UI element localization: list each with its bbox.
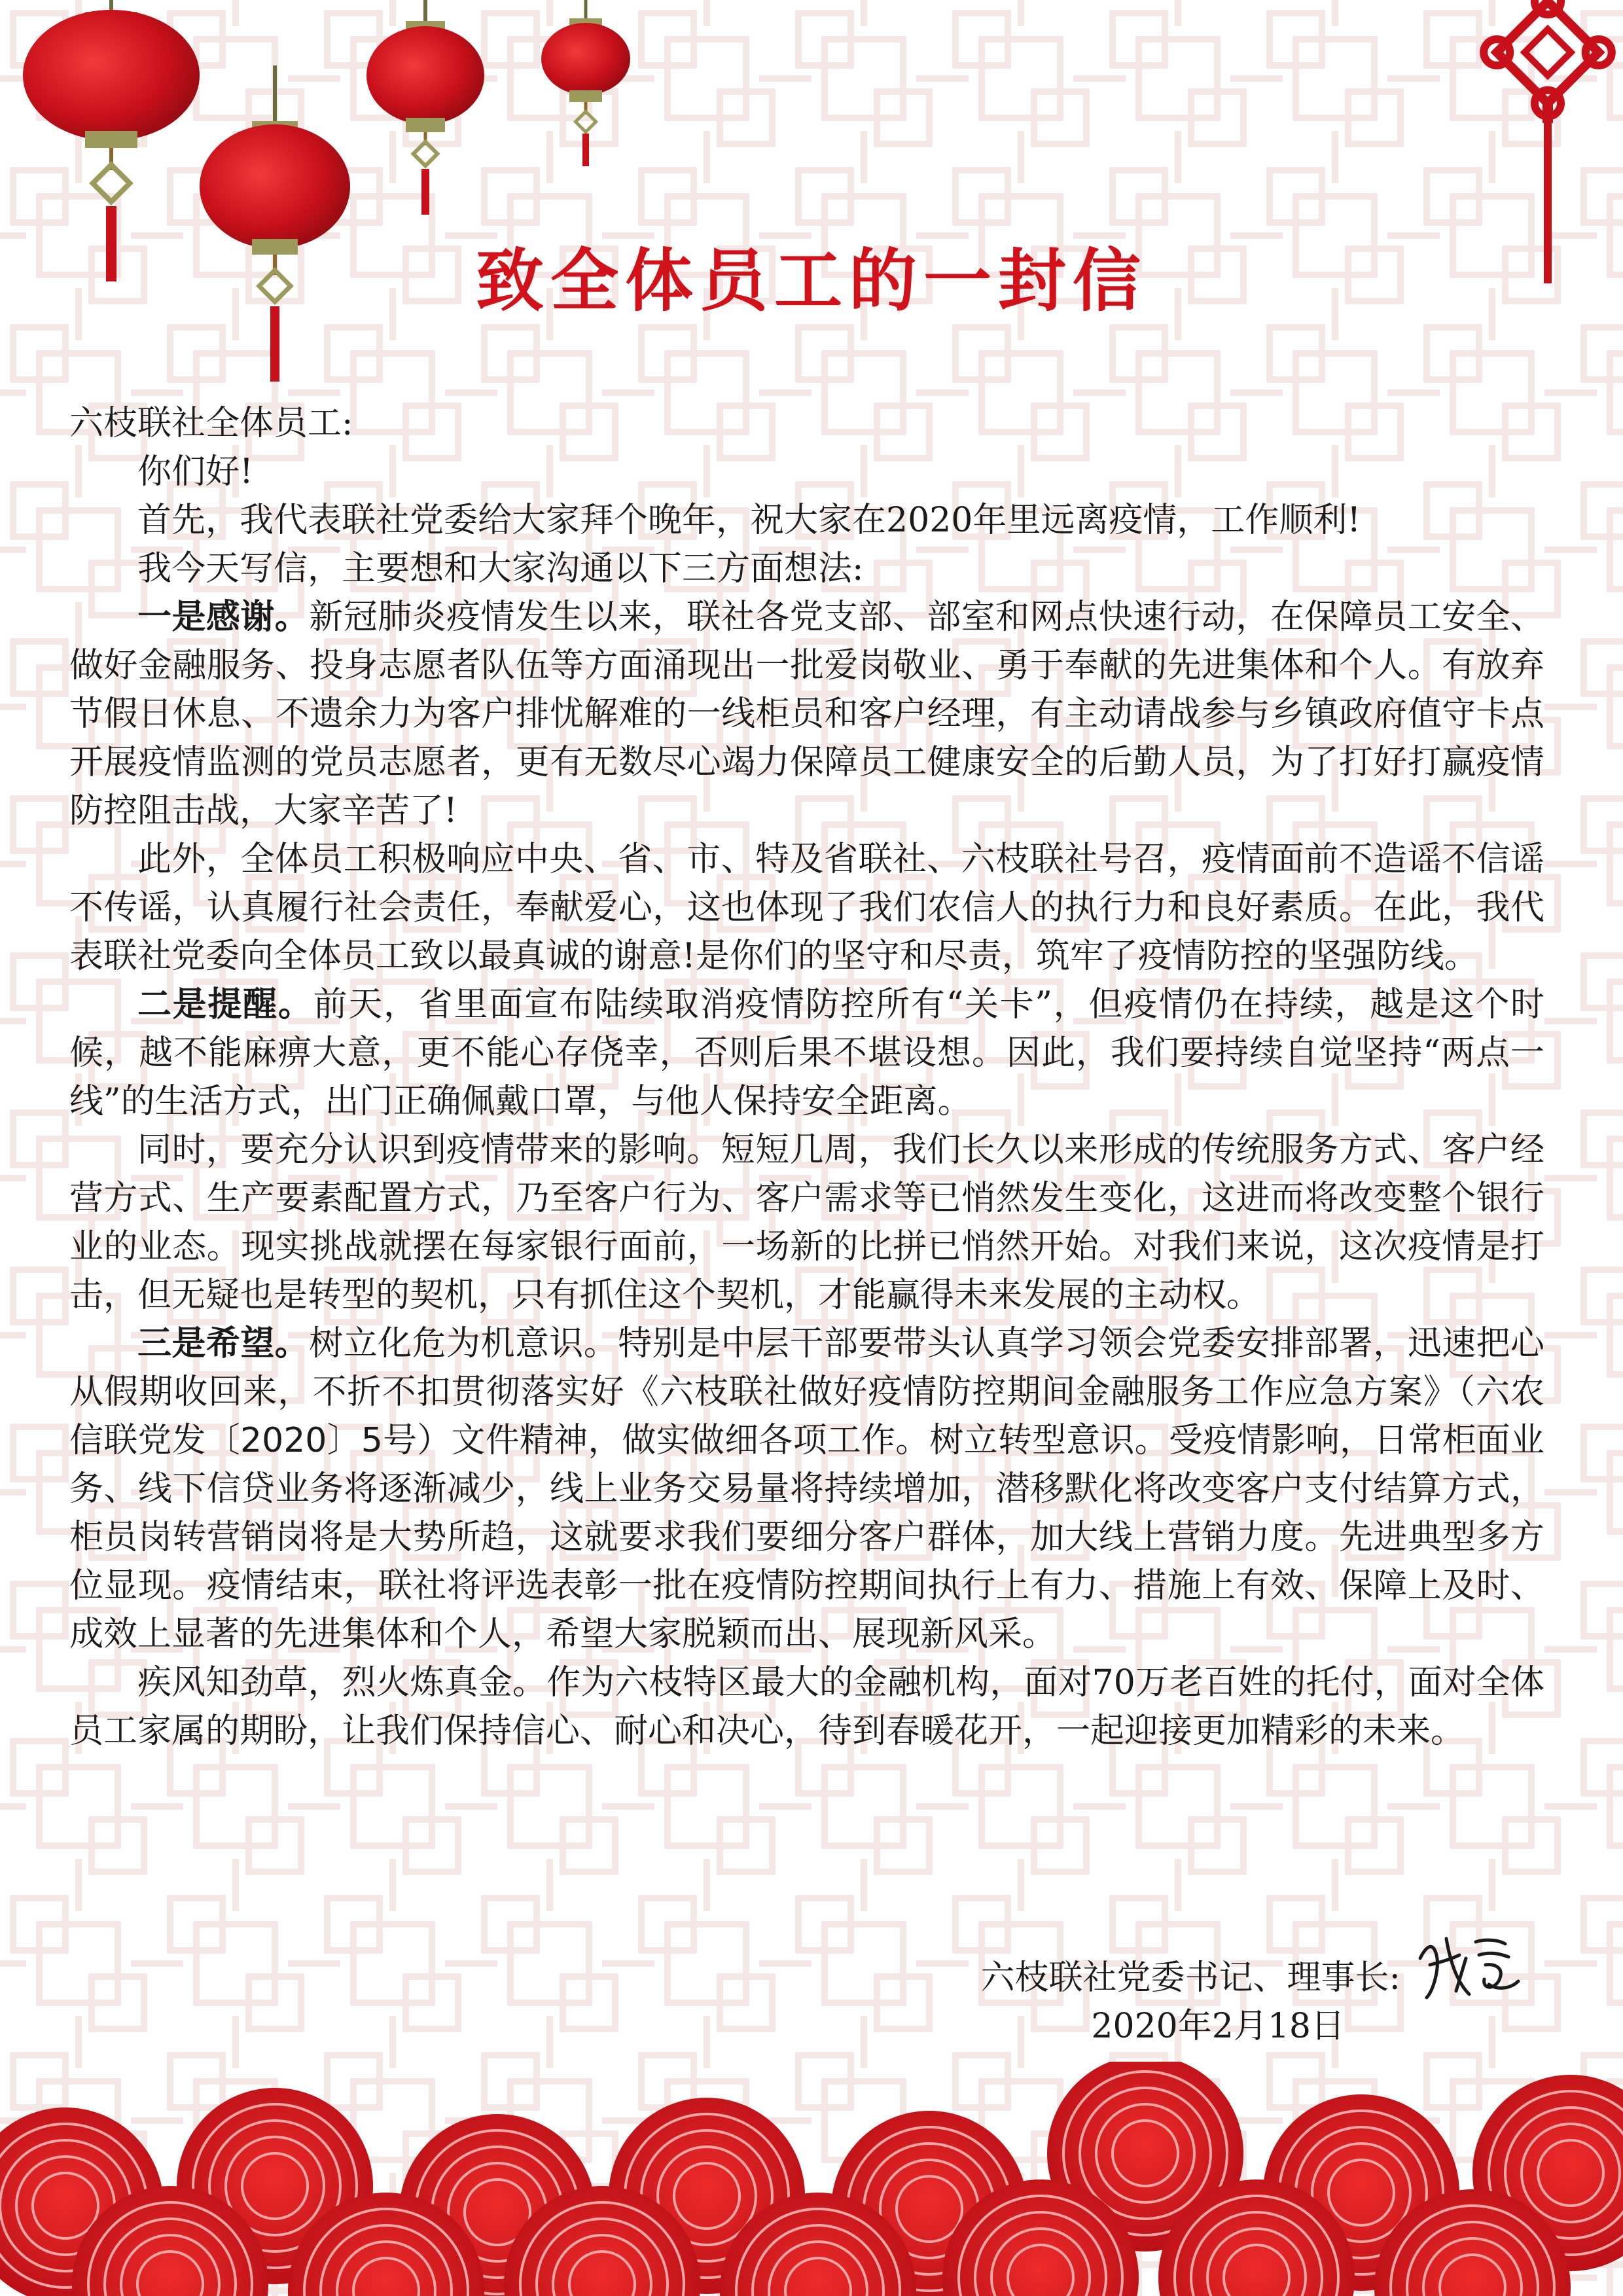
- salutation: 六枝联社全体员工:: [69, 404, 353, 443]
- section-hope-emphasis-1: 不折不扣贯彻落实好《六枝联社做好疫情防控期间金融服务工作应急方案》（六农信联党发〔2020〕5号）文件精神，做实做细各项工作。树立转型意识。: [69, 1372, 1544, 1460]
- section-hope-heading: 三是希望。: [137, 1324, 310, 1363]
- bottom-wave-decoration: [0, 2062, 1623, 2296]
- section-hope: [69, 1319, 1544, 1659]
- intro-paragraph: 首先，我代表联社党委给大家拜个晚年，祝大家在2020年里远离疫情，工作顺利!: [137, 501, 1361, 540]
- closing-paragraph: 疾风知劲草，烈火炼真金。作为六枝特区最大的金融机构，面对70万老百姓的托付，面对全体员工家属的期盼，让我们保持信心、耐心和决心，待到春暖花开，一起迎接更加精彩的未来。: [69, 1663, 1544, 1751]
- section-hope-part-1: 树立化危为机意识。特别是中层干部要带头认真学习领会党委安排部署，迅速把心从假期收回来，: [69, 1324, 1544, 1412]
- section-reminder-emphasis: 对我们来说，这次疫情是打击，但无疑也是转型的契机，只有抓住这个契机，才能赢得未来发展的主动权。: [69, 1227, 1544, 1315]
- section-reminder-paragraph-2: [69, 1126, 1544, 1319]
- signature-title: 六枝联社党委书记、理事长:: [980, 1958, 1400, 1998]
- section-thanks-paragraph-2: 此外，全体员工积极响应中央、省、市、特及省联社、六枝联社号召，疫情面前不造谣不信谣不传谣，认真履行社会责任，奉献爱心，这也体现了我们农信人的执行力和良好素质。在此，我代表联社党委向全体员工致以最真诚的谢意!是你们的坚守和尽责，筑牢了疫情防控的坚强防线。: [69, 840, 1544, 976]
- section-reminder-plain: 同时，要充分认识到疫情带来的影响。短短几周，我们长久以来形成的传统服务方式、客户经营方式、生产要素配置方式，乃至客户行为、客户需求等已悄然发生变化，这进而将改变整个银行业的业态。现实挑战就摆在每家银行面前，一场新的比拼已悄然开始。: [69, 1130, 1544, 1266]
- lantern-icon: [541, 0, 630, 166]
- section-thanks-body: 新冠肺炎疫情发生以来，联社各党支部、部室和网点快速行动，在保障员工安全、做好金融服务、投身志愿者队伍等方面涌现出一批爱岗敬业、勇于奉献的先进集体和个人。有放弃节假日休息、不遗余力为客户排忧解难的一线柜员和客户经理，有主动请战参与乡镇政府值守卡点开展疫情监测的党员志愿者，更有无数尽心竭力保障员工健康安全的后勤人员，为了打好打赢疫情防控阻击战，大家辛苦了!: [69, 598, 1544, 831]
- signature-block: [851, 1954, 1525, 2051]
- section-reminder-heading: 二是提醒。: [137, 985, 313, 1024]
- greeting: 你们好!: [137, 452, 253, 492]
- section-reminder: [69, 980, 1544, 1126]
- section-thanks-heading: 一是感谢。: [137, 598, 310, 637]
- letter-title: 致全体员工的一封信: [475, 241, 1147, 321]
- section-hope-part-3: 疫情结束，联社将评选表彰一批在疫情防控期间执行上有力、措施上有效、保障上及时、成效上显著的先进集体和个人，希望大家脱颖而出、展现新风采。: [69, 1566, 1544, 1654]
- section-thanks: [69, 593, 1544, 835]
- lantern-icon: [366, 0, 484, 215]
- letter-body: [69, 399, 1544, 1755]
- purpose-paragraph: 我今天写信，主要想和大家沟通以下三方面想法:: [137, 549, 864, 588]
- lantern-icon: [200, 65, 350, 382]
- section-hope-part-2: 受疫情影响，日常柜面业务、线下信贷业务将逐渐减少，线上业务交易量将持续增加，潜移默化将改变客户支付结算方式，柜员岗转营销岗将是大势所趋，这就要求我们要细分客户群体，加大线上营销力度。: [69, 1421, 1544, 1557]
- section-reminder-body: 前天，省里面宣布陆续取消疫情防控所有“关卡”，但疫情仍在持续，越是这个时候，越不能麻痹大意，更不能心存侥幸，否则后果不堪设想。因此，我们要持续自觉坚持“两点一线”的生活方式，出门正确佩戴口罩，与他人保持安全距离。: [69, 985, 1544, 1121]
- section-hope-emphasis-2: 先进典型多方位显现。: [69, 1518, 1544, 1605]
- top-decoration: [0, 0, 1623, 406]
- handwritten-signature: [1407, 1919, 1525, 2017]
- signature-date: 2020年2月18日: [1091, 2007, 1345, 2046]
